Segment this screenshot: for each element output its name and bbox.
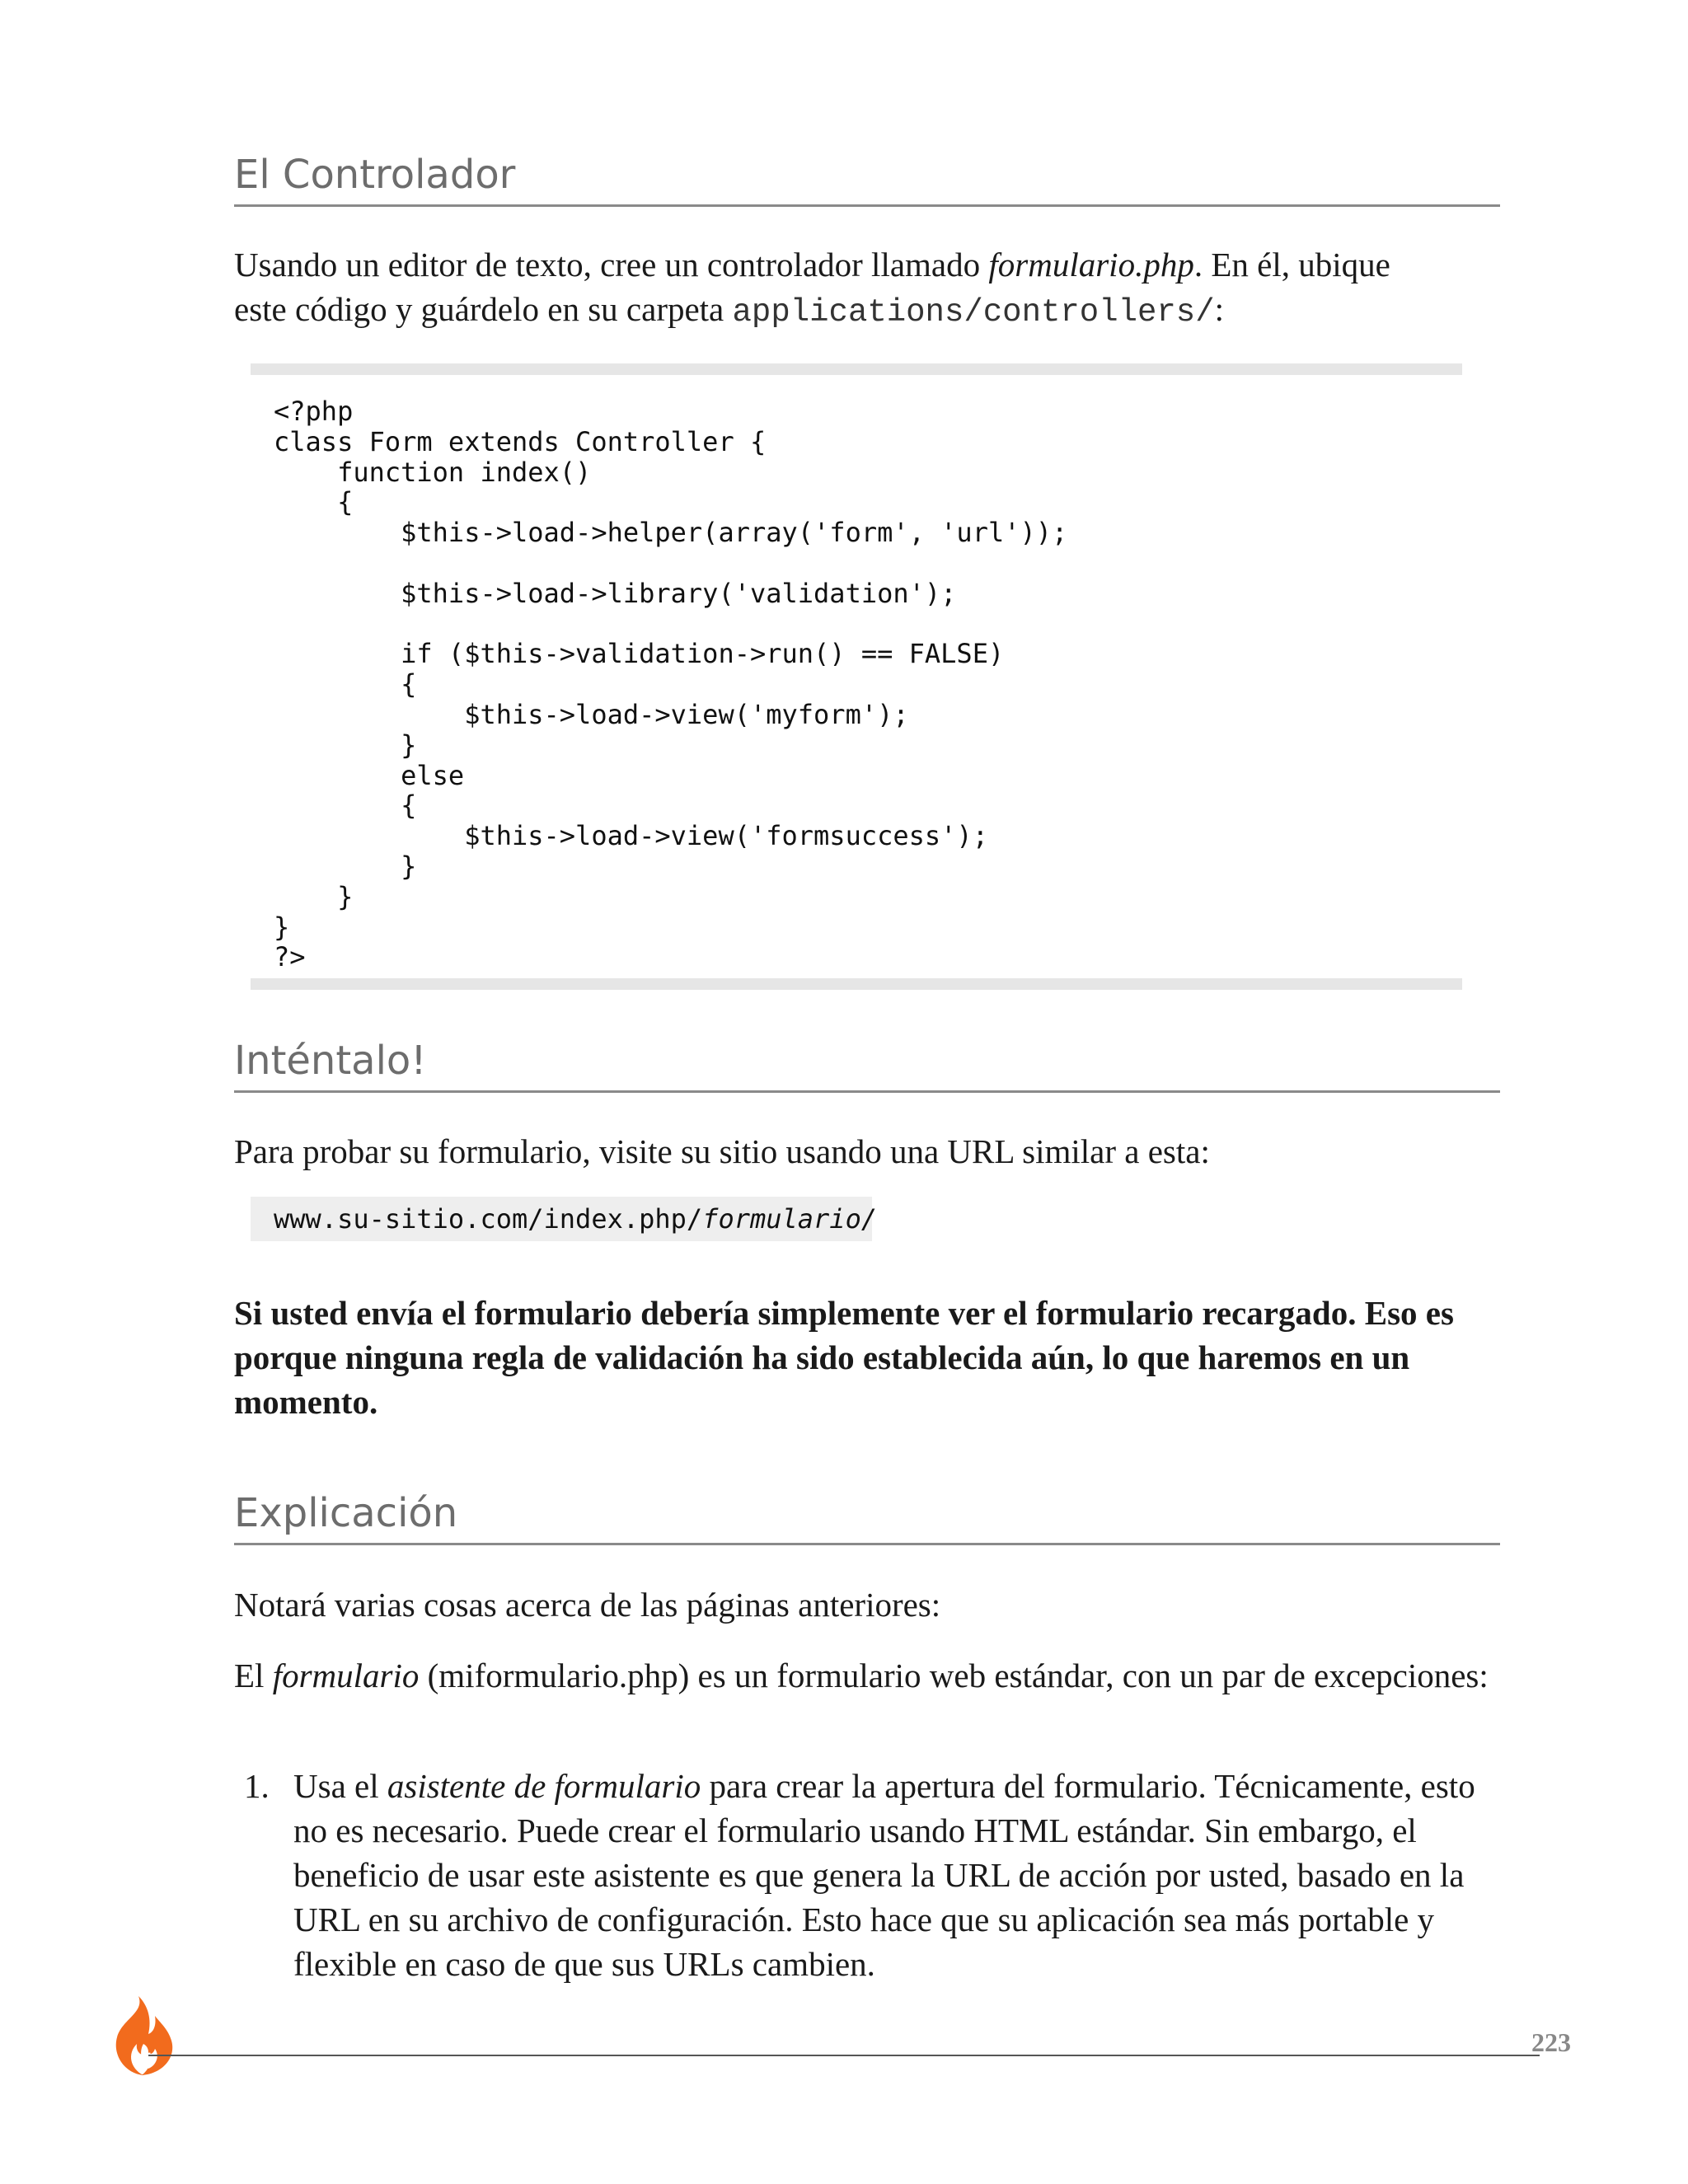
section-heading-controlador: El Controlador [234,150,1500,207]
footer-rule [148,2055,1540,2056]
example-url: www.su-sitio.com/index.php/formulario/ [251,1197,872,1241]
explanation-paragraph: El formulario (miformulario.php) es un formulario web estándar, con un par de excepciones: [234,1657,1489,1694]
codeigniter-flame-icon [106,1994,181,2077]
file-name: formulario.php [988,246,1194,284]
code-block [251,363,1462,990]
section-heading-intentalo: Inténtalo! [234,1036,1500,1093]
controller-intro-paragraph: Usando un editor de texto, cree un controlador llamado formulario.php. En él, ubique este código y guárdelo en su carpeta applications/controllers/: [234,246,1390,330]
page-number: 223 [1531,2027,1571,2057]
submit-note-paragraph: Si usted envía el formulario debería simplemente ver el formulario recargado. Eso es porque ninguna regla de validación ha sido establecida aún, lo que haremos en un momento. [234,1294,1454,1421]
flame-icon [106,1994,181,2077]
test-intro-paragraph: Para probar su formulario, visite su sitio usando una URL similar a esta: [234,1132,1210,1170]
folder-path: applications/controllers/ [732,294,1215,330]
list-text: Usa el asistente de formulario para crear la apertura del formulario. Técnicamente, esto no es necesario. Puede crear el formulario usando HTML estándar. Sin embargo, el beneficio de usar este asistente es que genera la URL de acción por usted, basado en la URL en su archivo de configuración. Esto hace que su aplicación sea más portable y flexible en caso de que sus URLs cambien. [293,1767,1475,1983]
code-listing: <?php class Form extends Controller { function index() { $this->load->helper(array('form', 'url')); $this->load->library('validation'); if ($this->validation->run() == FALSE) { $this->load->view('myform'); } else { $this->load->view('formsuccess'); } } } ?> [274,396,1068,973]
explanation-intro: Notará varias cosas acerca de las páginas anteriores: [234,1586,941,1624]
section-heading-explicacion: Explicación [234,1488,1500,1545]
list-number: 1. [244,1767,270,1805]
